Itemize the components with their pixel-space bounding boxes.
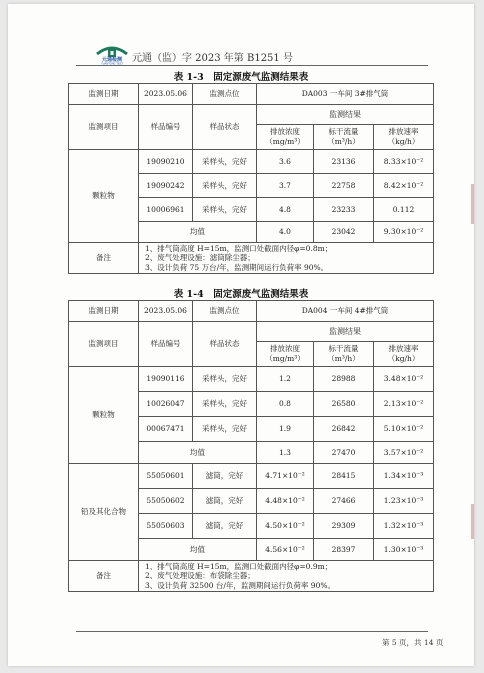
t2-notes: 1、排气筒高度 H=15m，监测口处截面内径φ=0.9m； 2、废气处理设施：布袋除尘器； 3、设计负荷 32500 台/年，监测期间运行负荷率 90%。 [139,561,434,592]
logo-subtext: YUANTONG TEST [101,62,123,65]
seal-edge-mark [471,504,474,539]
t2-g1-item: 颗粒物 [69,367,139,464]
t2-g1-r1-flow: 28988 [314,367,374,392]
t2-g2-avg-label: 均值 [139,539,257,561]
document-page [8,4,474,666]
t2-date-label: 监测日期 [69,301,139,322]
t1-r2-rate: 8.42×10⁻² [374,174,434,198]
table-row [69,150,434,174]
t1-note-label: 备注 [69,243,139,274]
t1-r1-rate: 8.33×10⁻² [374,150,434,174]
t2-g1-r3-rate: 5.10×10⁻² [374,417,434,442]
t2-g2-r2-state: 滤筒，完好 [193,489,257,514]
t2-sample-state-label: 样品状态 [193,322,257,367]
t1-r3-rate: 0.112 [374,198,434,222]
t1-r3-flow: 23233 [314,198,374,222]
t1-r2-state: 采样头，完好 [193,174,257,198]
t2-date: 2023.05.06 [139,301,193,322]
t1-sample-no-label: 样品编号 [139,105,193,150]
t2-g2-r3-conc: 4.50×10⁻² [257,514,314,539]
t2-g1-r3-state: 采样头，完好 [193,417,257,442]
table-row [69,464,434,489]
t2-g1-r3-flow: 26842 [314,417,374,442]
t1-notes: 1、排气筒高度 H=15m，监测口处截面内径φ=0.8m； 2、废气处理设施：滤筒除尘器； 3、设计负荷 75 万台/年，监测期间运行负荷率 90%。 [139,243,434,274]
t2-g2-avg-flow: 28397 [314,539,374,561]
t1-date: 2023.05.06 [139,84,193,105]
t1-r3-state: 采样头，完好 [193,198,257,222]
t2-g2-r1-flow: 28415 [314,464,374,489]
t2-g2-r3-rate: 1.32×10⁻³ [374,514,434,539]
t1-r3-sample-no: 10006961 [139,198,193,222]
t2-g2-r1-state: 滤筒，完好 [193,464,257,489]
t1-r1-conc: 3.6 [257,150,314,174]
t2-rate-header: 排放速率 （kg/h） [374,342,434,367]
table1 [68,83,434,274]
t2-g1-r1-state: 采样头，完好 [193,367,257,392]
t2-g2-r1-conc: 4.71×10⁻² [257,464,314,489]
t2-g2-item: 铅及其化合物 [69,464,139,561]
t2-g2-r1-sample-no: 55050601 [139,464,193,489]
t1-date-label: 监测日期 [69,84,139,105]
t2-g1-r3-sample-no: 00067471 [139,417,193,442]
t1-flow-header: 标干流量 （m³/h） [314,125,374,150]
t2-g1-avg-conc: 1.3 [257,442,314,464]
table2 [68,300,434,592]
t2-g2-r3-flow: 29309 [314,514,374,539]
t2-note-label: 备注 [69,561,139,592]
t2-g2-r2-conc: 4.48×10⁻² [257,489,314,514]
t1-item: 颗粒物 [69,150,139,243]
table-row [69,367,434,392]
t2-g2-r3-sample-no: 55050603 [139,514,193,539]
t2-g1-avg-flow: 27470 [314,442,374,464]
seal-edge-mark [471,184,474,224]
t1-point-label: 监测点位 [193,84,257,105]
t1-r3-conc: 4.8 [257,198,314,222]
t2-flow-header: 标干流量 （m³/h） [314,342,374,367]
t2-point-label: 监测点位 [193,301,257,322]
t2-g1-r2-conc: 0.8 [257,392,314,417]
t2-sample-no-label: 样品编号 [139,322,193,367]
page-number: 第 5 页，共 14 页 [382,638,444,647]
t2-g2-r2-flow: 27466 [314,489,374,514]
t2-g2-r2-rate: 1.23×10⁻³ [374,489,434,514]
t1-rate-header: 排放速率 （kg/h） [374,125,434,150]
t1-r2-sample-no: 19090242 [139,174,193,198]
t2-g1-r2-flow: 26580 [314,392,374,417]
report-number: 元通（监）字 2023 年第 B1251 号 [132,53,293,64]
t2-conc-header: 排放浓度 （mg/m³） [257,342,314,367]
t2-g2-avg-conc: 4.56×10⁻² [257,539,314,561]
t2-g1-r1-rate: 3.48×10⁻² [374,367,434,392]
t2-g2-r1-rate: 1.34×10⁻³ [374,464,434,489]
t1-r1-state: 采样头，完好 [193,150,257,174]
t1-point: DA003 一车间 3#排气筒 [257,84,434,105]
t1-conc-header: 排放浓度 （mg/m³） [257,125,314,150]
t2-g2-r2-sample-no: 55050602 [139,489,193,514]
table1-title: 表 1-3 固定源废气监测结果表 [173,72,309,83]
t2-g1-avg-label: 均值 [139,442,257,464]
t2-results-label: 监测结果 [257,322,434,342]
t2-g1-r1-conc: 1.2 [257,367,314,392]
t2-item-label: 监测项目 [69,322,139,367]
t1-avg-label: 均值 [139,222,257,243]
t2-g1-r2-sample-no: 10026047 [139,392,193,417]
t2-g1-r3-conc: 1.9 [257,417,314,442]
t2-g1-r1-sample-no: 19090116 [139,367,193,392]
t1-avg-conc: 4.0 [257,222,314,243]
t2-g2-avg-rate: 1.30×10⁻³ [374,539,434,561]
company-logo-icon [94,41,130,65]
t1-r2-flow: 22758 [314,174,374,198]
t1-avg-rate: 9.30×10⁻² [374,222,434,243]
t1-r1-flow: 23136 [314,150,374,174]
header-rule [76,65,428,66]
t1-results-label: 监测结果 [257,105,434,125]
logo-text: 元通检测 [101,57,123,63]
t2-g1-r2-rate: 2.13×10⁻² [374,392,434,417]
t2-g2-r3-state: 滤筒，完好 [193,514,257,539]
t1-r1-sample-no: 19090210 [139,150,193,174]
t1-sample-state-label: 样品状态 [193,105,257,150]
t2-point: DA004 一车间 4#排气筒 [257,301,434,322]
t1-r2-conc: 3.7 [257,174,314,198]
t1-item-label: 监测项目 [69,105,139,150]
table2-title: 表 1-4 固定源废气监测结果表 [173,289,309,300]
footer-rule [76,631,428,632]
t2-g1-r2-state: 采样头，完好 [193,392,257,417]
t2-g1-avg-rate: 3.57×10⁻² [374,442,434,464]
t1-avg-flow: 23042 [314,222,374,243]
